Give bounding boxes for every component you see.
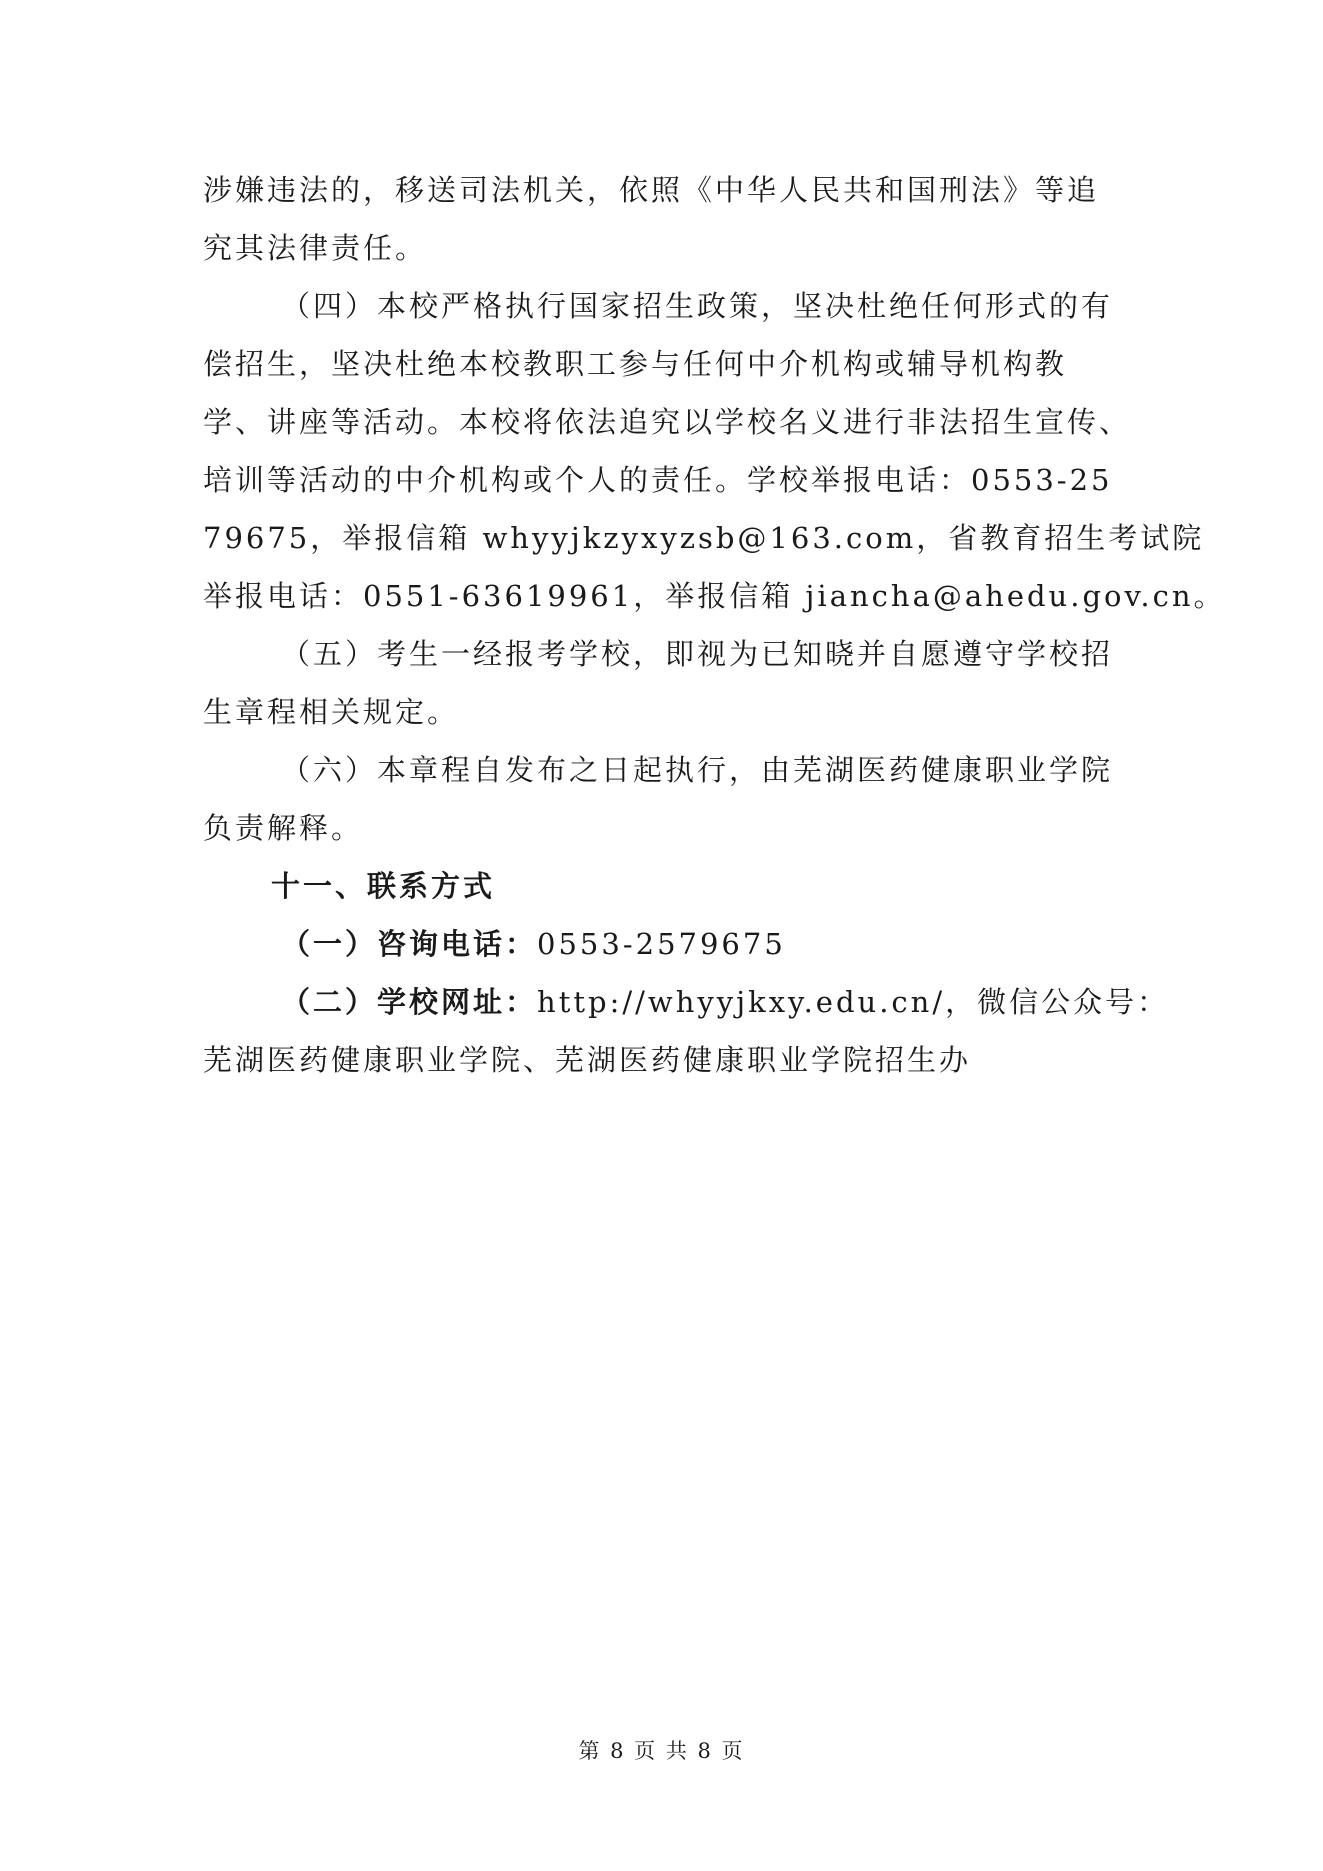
contact-phone-line [281,924,786,964]
paragraph-line: 负责解释。 [203,811,364,845]
paragraph-line: 涉嫌违法的，移送司法机关，依照《中华人民共和国刑法》等追 [203,173,1100,207]
paragraph-line: （四）本校严格执行国家招生政策，坚决杜绝任何形式的有 [281,289,1114,323]
contact-phone-value: 0553-2579675 [537,927,786,961]
contact-website-value: http://whyyjkxy.edu.cn/，微信公众号： [537,985,1170,1019]
contact-wechat-value: 芜湖医药健康职业学院、芜湖医药健康职业学院招生办 [203,1043,972,1077]
paragraph-line: 学、讲座等活动。本校将依法追究以学校名义进行非法招生宣传、 [203,405,1132,439]
section-heading: 十一、联系方式 [271,869,496,903]
contact-website-line [281,982,1169,1022]
contact-website-label: （二）学校网址： [281,985,538,1019]
paragraph-line: 偿招生，坚决杜绝本校教职工参与任何中介机构或辅导机构教 [203,347,1068,381]
paragraph-line: 培训等活动的中介机构或个人的责任。学校举报电话：0553-25 [203,463,1113,497]
paragraph-line: （五）考生一经报考学校，即视为已知晓并自愿遵守学校招 [281,637,1114,671]
contact-phone-label: （一）咨询电话： [281,927,538,961]
paragraph-line: 究其法律责任。 [203,231,428,265]
paragraph-line: 举报电话：0551-63619961，举报信箱 jiancha@ahedu.gov.cn。 [203,579,1226,613]
paragraph-line: 生章程相关规定。 [203,695,460,729]
paragraph-line: 79675，举报信箱 whyyjkzyxyzsb@163.com，省教育招生考试院 [203,521,1205,555]
paragraph-line: （六）本章程自发布之日起执行，由芜湖医药健康职业学院 [281,753,1114,787]
page-number-footer: 第 8 页 共 8 页 [578,1739,745,1763]
